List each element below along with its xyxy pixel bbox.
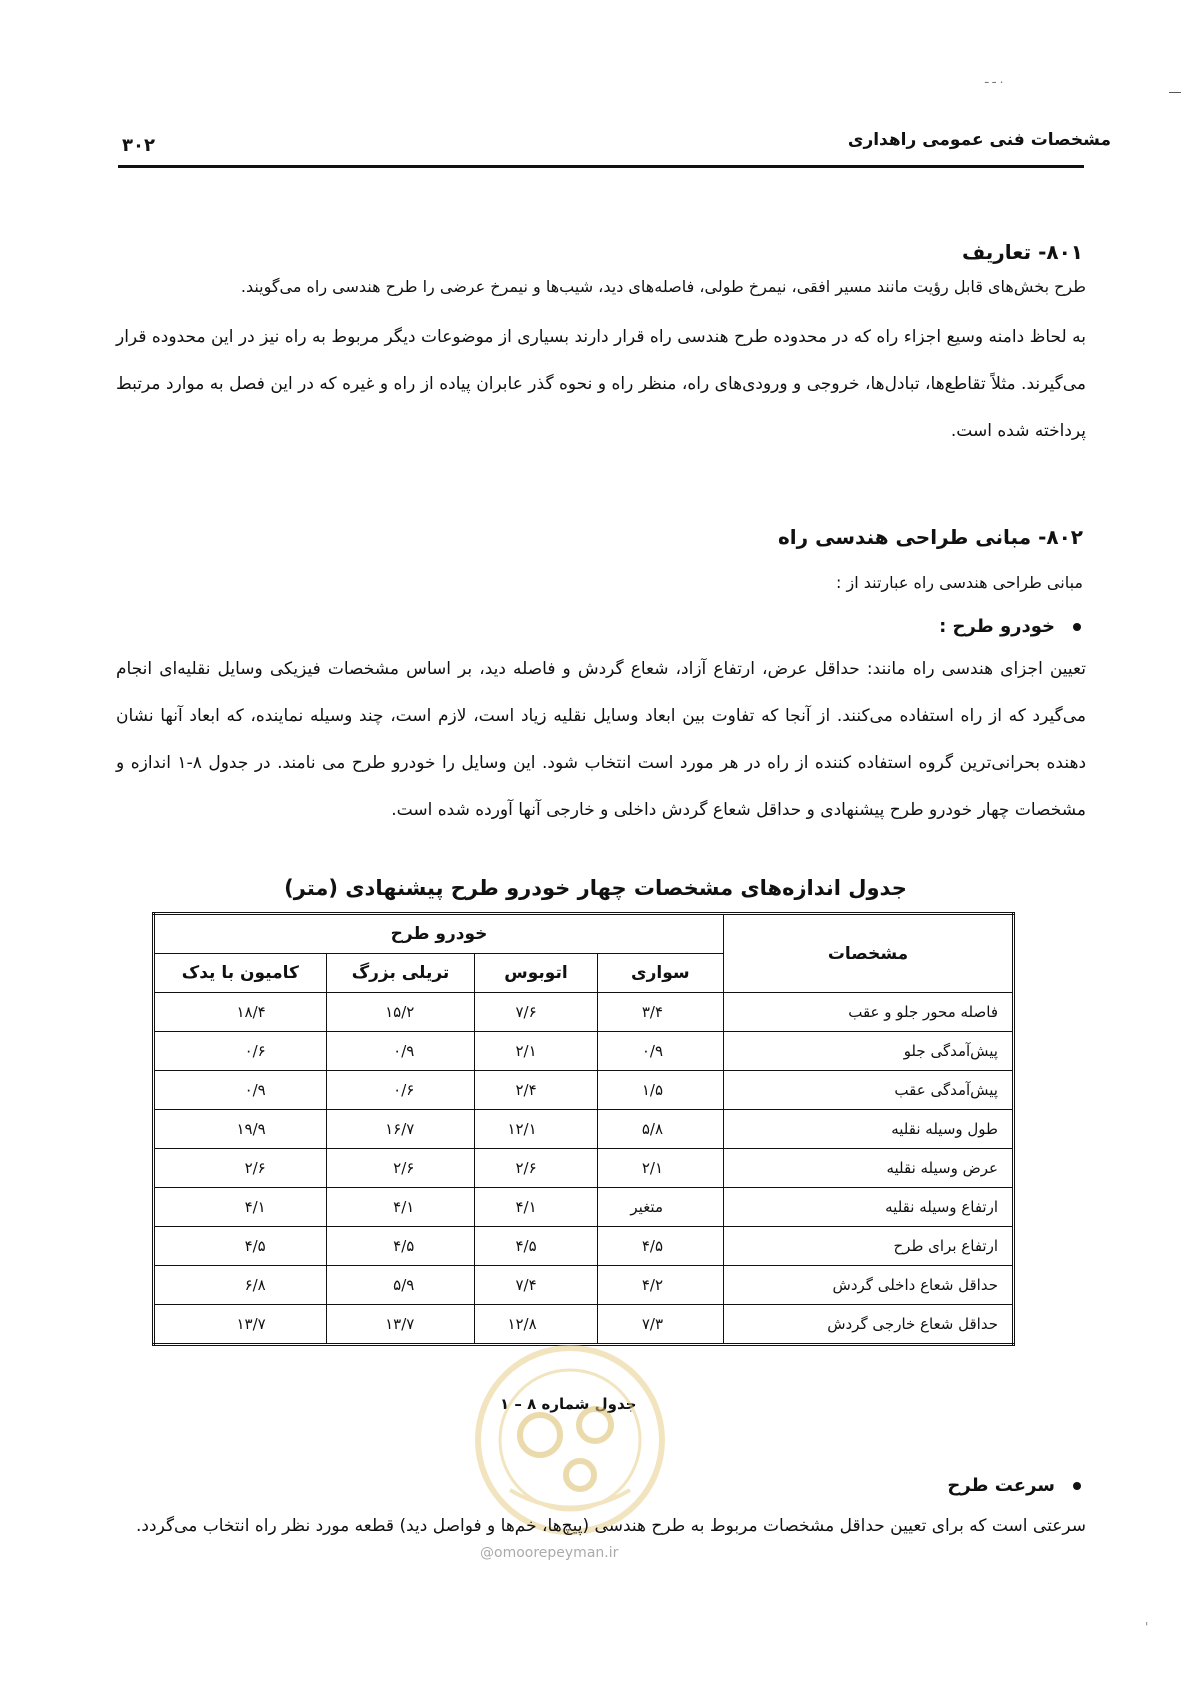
bullet-design-vehicle-title: خودرو طرح : [939, 616, 1055, 637]
table-cell: ۰/۶ [326, 1071, 475, 1110]
table-cell: ۰/۶ [154, 1032, 327, 1071]
table-cell: ۱۸/۴ [154, 993, 327, 1032]
table-cell: ۲/۶ [475, 1149, 597, 1188]
table-cell: ۴/۱ [326, 1188, 475, 1227]
table-cell: ۲/۱ [597, 1149, 723, 1188]
row-label: فاصله محور جلو و عقب [724, 993, 1014, 1032]
scan-mark-tick: ' [1145, 1620, 1149, 1634]
table-cell: ۱/۵ [597, 1071, 723, 1110]
table-row [154, 1110, 1014, 1149]
spec-column-header: مشخصات [724, 914, 1014, 993]
table-header-row-1 [154, 914, 1014, 954]
row-label: پیش‌آمدگی جلو [724, 1032, 1014, 1071]
table-row [154, 993, 1014, 1032]
table-cell: ۱۶/۷ [326, 1110, 475, 1149]
table-row [154, 1071, 1014, 1110]
table-number-label: جدول شماره ۸ – ۱ [500, 1395, 637, 1413]
row-label: ارتفاع برای طرح [724, 1227, 1014, 1266]
bullet-icon [1073, 1482, 1081, 1490]
table-cell: ۲/۴ [475, 1071, 597, 1110]
table-cell: ۲/۱ [475, 1032, 597, 1071]
table-cell: ۴/۵ [597, 1227, 723, 1266]
section-801-paragraph-1: طرح بخش‌های قابل رؤیت مانند مسیر افقی، نیمرخ طولی، فاصله‌های دید، شیب‌ها و نیمرخ عرضی را طرح هندسی راه می‌گویند. [240, 277, 1086, 296]
column-header-truck-with-trailer: کامیون با یدک [154, 954, 327, 993]
table-cell: ۳/۴ [597, 993, 723, 1032]
page-number: ۳۰۲ [122, 135, 155, 156]
table-cell: ۴/۱ [154, 1188, 327, 1227]
table-cell: ۱۵/۲ [326, 993, 475, 1032]
table-cell: ۱۳/۷ [154, 1305, 327, 1345]
column-header-car: سواری [597, 954, 723, 993]
section-801-paragraph-2: به لحاظ دامنه وسیع اجزاء راه که در محدوده طرح هندسی راه قرار دارند بسیاری از موضوعات دیگر مربوط به راه نیز در این محدوده قرار می‌گیرند. مثلاً تقاطع‌ها، تبادل‌ها، خروجی و ورودی‌های راه، منظر راه و نحوه گذر عابران پیاده از راه و غیره که در این فصل به موارد مرتبط پرداخته شده است. [116, 327, 1086, 441]
column-header-bus: اتوبوس [475, 954, 597, 993]
design-vehicle-group-header: خودرو طرح [154, 914, 724, 954]
row-label: عرض وسیله نقلیه [724, 1149, 1014, 1188]
table-cell: متغیر [597, 1188, 723, 1227]
table-cell: ۱۳/۷ [326, 1305, 475, 1345]
section-802-heading: ۸۰۲- مبانی طراحی هندسی راه [777, 525, 1083, 549]
running-header-title: مشخصات فنی عمومی راهداری [847, 130, 1111, 150]
table-cell: ۰/۹ [154, 1071, 327, 1110]
table-row [154, 1227, 1014, 1266]
table-cell: ۷/۶ [475, 993, 597, 1032]
bullet-design-speed [947, 1475, 1081, 1496]
table-cell: ۴/۵ [475, 1227, 597, 1266]
table-cell: ۵/۸ [597, 1110, 723, 1149]
table-cell: ۴/۲ [597, 1266, 723, 1305]
table-cell: ۴/۵ [326, 1227, 475, 1266]
table-cell: ۴/۵ [154, 1227, 327, 1266]
table-cell: ۶/۸ [154, 1266, 327, 1305]
design-vehicle-table [152, 912, 1015, 1346]
table-row [154, 1032, 1014, 1071]
table-caption: جدول اندازه‌های مشخصات چهار خودرو طرح پیشنهادی (متر) [284, 876, 907, 900]
table-cell: ۰/۹ [597, 1032, 723, 1071]
table-cell: ۲/۶ [326, 1149, 475, 1188]
table-cell: ۷/۴ [475, 1266, 597, 1305]
table-cell: ۲/۶ [154, 1149, 327, 1188]
column-header-large-trailer: تریلی بزرگ [326, 954, 475, 993]
table-cell: ۱۲/۱ [475, 1110, 597, 1149]
table-row [154, 1188, 1014, 1227]
section-802-intro: مبانی طراحی هندسی راه عبارتند از : [836, 573, 1083, 592]
table-row [154, 1149, 1014, 1188]
design-vehicle-paragraph: تعیین اجزای هندسی راه مانند: حداقل عرض، ارتفاع آزاد، شعاع گردش و فاصله دید، بر اساس مشخصات فیزیکی وسایل نقلیه‌ای انجام می‌گیرد که از راه استفاده می‌کنند. از آنجا که تفاوت بین ابعاد وسایل نقلیه زیاد است، لازم است، چند وسیله نماینده، که ابعاد آنها نشان دهنده بحرانی‌ترین گروه استفاده کننده از راه در هر مورد است انتخاب شود. این وسایل را خودرو طرح می نامند. در جدول ۸-۱ اندازه و مشخصات چهار خودرو طرح پیشنهادی و حداقل شعاع گردش داخلی و خارجی آنها آورده شده است. [116, 659, 1087, 820]
table-cell: ۴/۱ [475, 1188, 597, 1227]
row-label: حداقل شعاع داخلی گردش [724, 1266, 1014, 1305]
table-cell: ۷/۳ [597, 1305, 723, 1345]
watermark-site-text: @omoorepeyman.ir [480, 1545, 619, 1561]
scan-mark-dash [1169, 92, 1181, 93]
bullet-design-speed-title: سرعت طرح [947, 1475, 1055, 1496]
row-label: پیش‌آمدگی عقب [724, 1071, 1014, 1110]
table-cell: ۵/۹ [326, 1266, 475, 1305]
bullet-design-vehicle [939, 616, 1081, 637]
table-cell: ۰/۹ [326, 1032, 475, 1071]
table-row [154, 1305, 1014, 1345]
row-label: حداقل شعاع خارجی گردش [724, 1305, 1014, 1345]
bullet-icon [1073, 623, 1081, 631]
section-801-heading: ۸۰۱- تعاریف [961, 240, 1083, 264]
design-speed-paragraph: سرعتی است که برای تعیین حداقل مشخصات مربوط به طرح هندسی (پیچ‌ها، خم‌ها و فواصل دید) قطعه مورد نظر راه انتخاب می‌گردد. [136, 1516, 1086, 1536]
header-rule [118, 165, 1084, 168]
table-row [154, 1266, 1014, 1305]
row-label: ارتفاع وسیله نقلیه [724, 1188, 1014, 1227]
table-cell: ۱۹/۹ [154, 1110, 327, 1149]
row-label: طول وسیله نقلیه [724, 1110, 1014, 1149]
table-cell: ۱۲/۸ [475, 1305, 597, 1345]
scan-marks: . ـ ـ [985, 72, 1004, 86]
